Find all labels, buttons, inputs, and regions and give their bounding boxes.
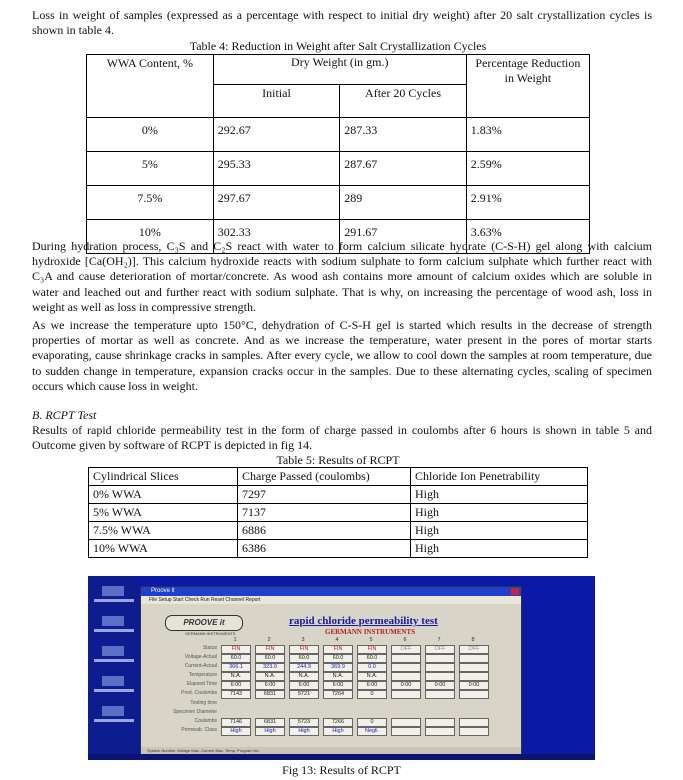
table4-header-dry: Dry Weight (in gm.) <box>213 55 466 85</box>
table-cell: 7.5% <box>87 186 214 220</box>
table-cell: 2.91% <box>466 186 589 220</box>
desktop-app-icon <box>102 646 124 656</box>
grid-cell-elapsed: 0:00 <box>391 681 421 690</box>
grid-cell-class: High <box>323 727 353 736</box>
grid-cell-current <box>459 663 489 672</box>
desktop-icons <box>88 576 138 760</box>
grid-row-label: Temperature <box>188 672 217 678</box>
table-cell: 289 <box>340 186 467 220</box>
grid-cell-elapsed: 6:00 <box>255 681 285 690</box>
table-cell: 292.67 <box>213 118 340 152</box>
proove-it-logo: PROOVE it <box>165 615 243 631</box>
grid-column-number: 5 <box>369 637 373 643</box>
table-row <box>89 540 588 558</box>
grid-cell-class: High <box>289 727 319 736</box>
table4 <box>86 54 590 254</box>
logo-subtitle: GERMANN INSTRUMENTS <box>185 631 236 636</box>
grid-cell-voltage: 60.0 <box>357 654 387 663</box>
grid-cell-temp: N.A. <box>357 672 387 681</box>
table-cell: 2.59% <box>466 152 589 186</box>
grid-cell-voltage <box>425 654 455 663</box>
table-cell: 6886 <box>238 522 411 540</box>
grid-cell-elapsed: 0:00 <box>459 681 489 690</box>
grid-column-number: 2 <box>267 637 271 643</box>
table-cell: 5% <box>87 152 214 186</box>
grid-cell-class: Negli. <box>357 727 387 736</box>
grid-cell-status: FIN <box>221 645 251 654</box>
table-cell: High <box>411 504 588 522</box>
table-row <box>89 486 588 504</box>
app-subtitle: GERMANN INSTRUMENTS <box>325 628 416 636</box>
grid-cell-pred: 5721 <box>289 690 319 699</box>
table5 <box>88 467 588 558</box>
grid-cell-temp: N.A. <box>221 672 251 681</box>
grid-cell-temp: N.A. <box>255 672 285 681</box>
table-row <box>87 186 590 220</box>
grid-cell-voltage: 60.0 <box>323 654 353 663</box>
grid-cell-elapsed: 6:00 <box>323 681 353 690</box>
table-cell: 7137 <box>238 504 411 522</box>
desktop-app-icon <box>102 706 124 716</box>
grid-cell-coulombs <box>391 718 421 727</box>
table-cell: 3.63% <box>466 220 589 254</box>
grid-row-label: Coulombs <box>194 718 217 724</box>
grid-row-label: Pred. Coulombs <box>181 690 217 696</box>
table4-header-after: After 20 Cycles <box>340 84 467 117</box>
grid-row-label: Current-Actual <box>184 663 217 669</box>
grid-cell-current <box>425 663 455 672</box>
table-cell: 10% WWA <box>89 540 238 558</box>
temperature-paragraph: As we increase the temperature upto 150°C, dehydration of C-S-H gel is started which results in the decrease of strength properties of mortar as well as concrete. And as we increase the temperature, water present in the pores of mortar starts evaporating, cause shrinkage cracks in samples. After every cycle, we allow to cool down the samples at room temperature, due to sudden change in temperature, expansion cracks occur in the samples. Due to these alternating cycles, scaling of specimen occurs which cause loss in weight. <box>32 318 652 393</box>
grid-row-label: Testing time <box>190 700 217 706</box>
grid-column-number: 6 <box>403 637 407 643</box>
grid-cell-status: OFF <box>459 645 489 654</box>
grid-cell-current: 244.9 <box>289 663 319 672</box>
grid-cell-status: OFF <box>425 645 455 654</box>
table-row <box>89 522 588 540</box>
grid-column-number: 3 <box>301 637 305 643</box>
grid-column-number: 1 <box>233 637 237 643</box>
grid-cell-class <box>425 727 455 736</box>
table-header: Charge Passed (coulombs) <box>238 468 411 486</box>
desktop-app-icon <box>102 676 124 686</box>
grid-cell-voltage <box>391 654 421 663</box>
window-title: Proove it <box>141 587 521 596</box>
grid-cell-pred <box>425 690 455 699</box>
grid-cell-pred: 7264 <box>323 690 353 699</box>
table-cell: High <box>411 540 588 558</box>
grid-cell-coulombs: 7266 <box>323 718 353 727</box>
grid-cell-status: FIN <box>323 645 353 654</box>
table-cell: 0% <box>87 118 214 152</box>
grid-cell-status: FIN <box>255 645 285 654</box>
grid-cell-current: 366.1 <box>221 663 251 672</box>
grid-cell-coulombs <box>425 718 455 727</box>
grid-cell-temp <box>459 672 489 681</box>
grid-column-number: 8 <box>471 637 475 643</box>
grid-cell-pred: 0 <box>357 690 387 699</box>
desktop-icon-label <box>94 659 134 662</box>
grid-cell-pred: 7143 <box>221 690 251 699</box>
table-cell: 10% <box>87 220 214 254</box>
table-cell: High <box>411 486 588 504</box>
grid-cell-pred: 6831 <box>255 690 285 699</box>
grid-cell-coulombs <box>459 718 489 727</box>
grid-row-label: Permeab. Class <box>181 727 217 733</box>
close-icon <box>511 588 519 595</box>
grid-cell-current: 323.0 <box>255 663 285 672</box>
table-cell: 1.83% <box>466 118 589 152</box>
grid-cell-elapsed: 6:00 <box>289 681 319 690</box>
rcpt-paragraph: Results of rapid chloride permeability test in the form of charge passed in coulombs after 6 hours is shown in table 5 and Outcome given by software of RCPT is depicted in fig 14. <box>32 423 652 453</box>
grid-cell-voltage: 60.0 <box>289 654 319 663</box>
table-row <box>87 152 590 186</box>
table-row <box>87 118 590 152</box>
grid-cell-voltage <box>459 654 489 663</box>
section-heading: B. RCPT Test <box>32 408 97 422</box>
desktop-icon-label <box>94 689 134 692</box>
table-cell: 5% WWA <box>89 504 238 522</box>
hydration-paragraph: During hydration process, C₃S and C₂S react with water to form calcium silicate hydrate (C-S-H) gel along with calcium hydroxide [Ca(OH₂)]. This calcium hydroxide reacts with sodium sulphate to form calcium sulphate which further react with C₃A and cause deterioration of mortar/concrete. As wood ash contains more amount of calcium oxides which are soluble in water and leached out and further react with sodium sulphate. That is why, on increasing the percentage of wood ash, loss in weight as well as loss in compressive strength. <box>32 239 652 314</box>
grid-cell-status: FIN <box>289 645 319 654</box>
grid-cell-pred <box>391 690 421 699</box>
grid-cell-pred <box>459 690 489 699</box>
grid-column-number: 4 <box>335 637 339 643</box>
table-row <box>89 504 588 522</box>
desktop-app-icon <box>102 616 124 626</box>
figure-caption: Fig 13: Results of RCPT <box>282 763 401 777</box>
table-cell: 287.33 <box>340 118 467 152</box>
grid-cell-coulombs: 7146 <box>221 718 251 727</box>
grid-cell-voltage: 60.0 <box>221 654 251 663</box>
table-cell: 7297 <box>238 486 411 504</box>
table-header: Cylindrical Slices <box>89 468 238 486</box>
taskbar <box>88 754 595 760</box>
grid-cell-class <box>459 727 489 736</box>
table-cell: 6386 <box>238 540 411 558</box>
table4-header-initial: Initial <box>213 84 340 117</box>
grid-cell-elapsed: 6:00 <box>221 681 251 690</box>
grid-cell-coulombs: 6831 <box>255 718 285 727</box>
grid-row-label: Specimen Diameter <box>173 709 217 715</box>
table-cell: 0% WWA <box>89 486 238 504</box>
grid-cell-class: High <box>255 727 285 736</box>
window-menu: File Setup Start Check Run Reset Channel Report <box>141 596 521 604</box>
table5-caption: Table 5: Results of RCPT <box>276 453 400 467</box>
grid-cell-temp <box>425 672 455 681</box>
app-title: rapid chloride permeability test <box>289 615 438 627</box>
grid-cell-status: FIN <box>357 645 387 654</box>
intro-paragraph: Loss in weight of samples (expressed as a percentage with respect to initial dry weight) after 20 salt crystallization cycles is shown in table 4. <box>32 8 652 38</box>
table-cell: 302.33 <box>213 220 340 254</box>
grid-cell-temp: N.A. <box>323 672 353 681</box>
grid-cell-status: OFF <box>391 645 421 654</box>
table-header-row <box>89 468 588 486</box>
table4-header-pct: Percentage Reduction in Weight <box>466 55 589 118</box>
table-cell: 295.33 <box>213 152 340 186</box>
desktop-icon-label <box>94 719 134 722</box>
grid-cell-class: High <box>221 727 251 736</box>
grid-cell-temp: N.A. <box>289 672 319 681</box>
grid-cell-current: 369.9 <box>323 663 353 672</box>
desktop-app-icon <box>102 586 124 596</box>
table-cell: 7.5% WWA <box>89 522 238 540</box>
grid-cell-elapsed: 0:00 <box>425 681 455 690</box>
window-status-bar: System Number Voltage Max. Current Max. Temp. Program No. <box>141 747 521 755</box>
table-cell: 291.67 <box>340 220 467 254</box>
table-cell: 297.67 <box>213 186 340 220</box>
grid-cell-coulombs: 5723 <box>289 718 319 727</box>
table4-header-wwa: WWA Content, % <box>87 55 214 118</box>
rcpt-software-window <box>140 586 522 756</box>
grid-cell-current <box>391 663 421 672</box>
grid-row-label: Elapsed Time <box>186 681 217 687</box>
grid-cell-temp <box>391 672 421 681</box>
table4-caption: Table 4: Reduction in Weight after Salt Crystallization Cycles <box>189 39 487 53</box>
table-header: Chloride Ion Penetrability <box>411 468 588 486</box>
table-cell: 287.67 <box>340 152 467 186</box>
grid-row-label: Voltage-Actual <box>184 654 217 660</box>
grid-cell-coulombs: 0 <box>357 718 387 727</box>
grid-cell-voltage: 60.0 <box>255 654 285 663</box>
desktop-icon-label <box>94 629 134 632</box>
grid-cell-class <box>391 727 421 736</box>
table-cell: High <box>411 522 588 540</box>
desktop-icon-label <box>94 599 134 602</box>
grid-cell-elapsed: 6:00 <box>357 681 387 690</box>
grid-column-number: 7 <box>437 637 441 643</box>
grid-cell-current: 0.0 <box>357 663 387 672</box>
rcpt-screen-photo <box>88 576 595 760</box>
grid-row-label: Status <box>202 645 217 651</box>
